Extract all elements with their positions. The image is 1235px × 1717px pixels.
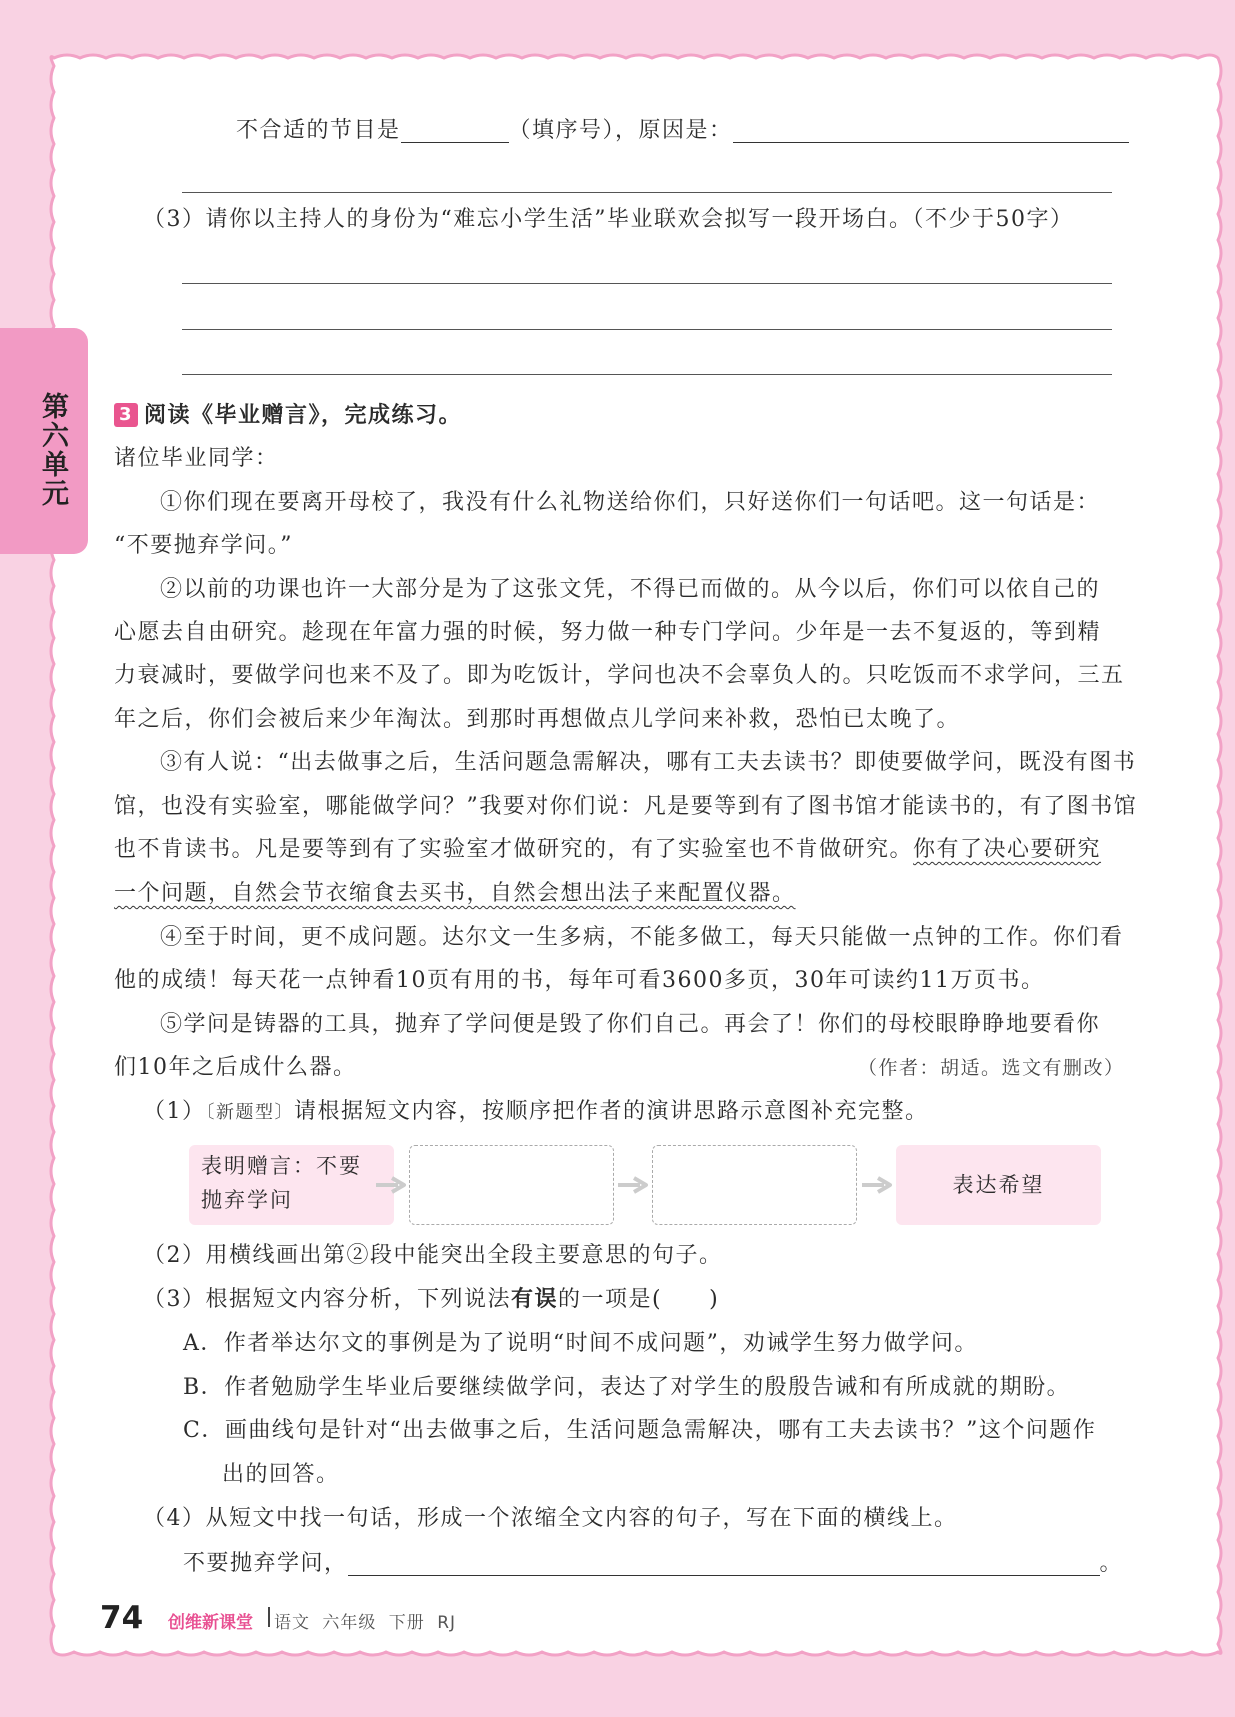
paragraph-5: 们10年之后成什么器。 — [114, 1055, 357, 1080]
flow-box-2-blank[interactable] — [409, 1145, 614, 1225]
answer-line[interactable] — [182, 192, 1112, 193]
answer-blank[interactable] — [348, 1551, 1100, 1576]
question-3: （3）根据短文内容分析，下列说法有误的一项是( ) — [143, 1287, 720, 1312]
answer-line[interactable] — [182, 329, 1112, 330]
flow-box-1-text: 表明赠言：不要 抛弃学问 — [201, 1154, 362, 1212]
paragraph-2: 力衰减时，要做学问也来不及了。即为吃饭计，学问也决不会辜负人的。只吃饭而不求学问，三五 — [114, 663, 1125, 688]
question-2: （2）用横线画出第②段中能突出全段主要意思的句子。 — [143, 1243, 723, 1268]
wavy-underlined-sentence: 你有了决心要研究 — [913, 837, 1102, 862]
unsuitable-program-line: 不合适的节目是 （填序号），原因是： — [236, 116, 1129, 146]
flow-box-3-blank[interactable] — [652, 1145, 857, 1225]
paragraph-1: “不要抛弃学问。” — [114, 533, 293, 558]
paragraph-3: 也不肯读书。凡是要等到有了实验室才做研究的，有了实验室也不肯做研究。你有了决心要研究 — [114, 837, 1102, 862]
section-title: 阅读《毕业赠言》，完成练习。 — [144, 403, 463, 428]
paragraph-2: 心愿去自由研究。趁现在年富力强的时候，努力做一种专门学问。少年是一去不复返的，等到精 — [114, 620, 1102, 645]
paragraph-4: ④至于时间，更不成问题。达尔文一生多病，不能多做工，每天只能做一点钟的工作。你们看 — [160, 925, 1124, 950]
salutation: 诸位毕业同学： — [114, 446, 279, 471]
option-a[interactable]: A．作者举达尔文的事例是为了说明“时间不成问题”，劝诫学生努力做学问。 — [183, 1331, 978, 1356]
paragraph-4: 他的成绩！每天花一点钟看10页有用的书，每年可看3600多页，30年可读约11万页书。 — [114, 968, 1045, 993]
new-question-type-tag: 〔新题型〕 — [205, 1102, 294, 1123]
paragraph-3: ③有人说：“出去做事之后，生活问题急需解决，哪有工夫去读书？即使要做学问，既没有图书 — [160, 750, 1137, 775]
arrow-right-icon — [374, 1175, 410, 1195]
option-b[interactable]: B．作者勉励学生毕业后要继续做学问，表达了对学生的殷殷告诫和有所成就的期盼。 — [183, 1375, 1071, 1400]
answer-blank[interactable] — [401, 118, 509, 143]
question-4: （4）从短文中找一句话，形成一个浓缩全文内容的句子，写在下面的横线上。 — [143, 1506, 958, 1531]
paragraph-2: 年之后，你们会被后来少年淘汰。到那时再想做点儿学问来补救，恐怕已太晚了。 — [114, 707, 961, 732]
question-number-badge: 3 — [114, 403, 138, 427]
question-4-answer-line: 不要抛弃学问， 。 — [183, 1551, 1124, 1576]
wavy-underlined-sentence: 一个问题，自然会节衣缩食去买书，自然会想出法子来配置仪器。 — [114, 881, 796, 906]
paragraph-3: 馆，也没有实验室，哪能做学问？”我要对你们说：凡是要等到有了图书馆才能读书的，有了图书馆 — [114, 794, 1138, 819]
book-info: 语文 六年级 下册 RJ — [274, 1613, 457, 1633]
brand-name: 创维新课堂 — [168, 1613, 253, 1633]
paragraph-5: ⑤学问是铸器的工具，抛弃了学问便是毁了你们自己。再会了！你们的母校眼睁睁地要看你 — [160, 1012, 1101, 1037]
paragraph-3 — [114, 879, 796, 909]
flow-box-4-text: 表达希望 — [952, 1173, 1045, 1197]
footer-divider — [268, 1607, 270, 1627]
question-1: （1）〔新题型〕请根据短文内容，按顺序把作者的演讲思路示意图补充完整。 — [143, 1099, 929, 1124]
reason-blank[interactable] — [733, 118, 1129, 143]
arrow-right-icon — [860, 1175, 896, 1195]
source-note: （作者：胡适。选文有删改） — [858, 1057, 1125, 1079]
answer-line[interactable] — [182, 374, 1112, 375]
page-number: 74 — [100, 1600, 144, 1636]
paragraph-2: ②以前的功课也许一大部分是为了这张文凭，不得已而做的。从今以后，你们可以依自己的 — [160, 577, 1101, 602]
question-3-host-intro: （3）请你以主持人的身份为“难忘小学生活”毕业联欢会拟写一段开场白。（不少于50字） — [143, 207, 1074, 232]
arrow-right-icon — [616, 1175, 652, 1195]
option-c-continued: 出的回答。 — [222, 1462, 340, 1487]
section-3-heading — [114, 401, 462, 431]
unit-side-tab-label: 第六单元 — [37, 392, 68, 508]
option-c[interactable]: C．画曲线句是针对“出去做事之后，生活问题急需解决，哪有工夫去读书？”这个问题作 — [183, 1418, 1097, 1443]
answer-line[interactable] — [182, 283, 1112, 284]
paragraph-1: ①你们现在要离开母校了，我没有什么礼物送给你们，只好送你们一句话吧。这一句话是： — [160, 490, 1101, 515]
